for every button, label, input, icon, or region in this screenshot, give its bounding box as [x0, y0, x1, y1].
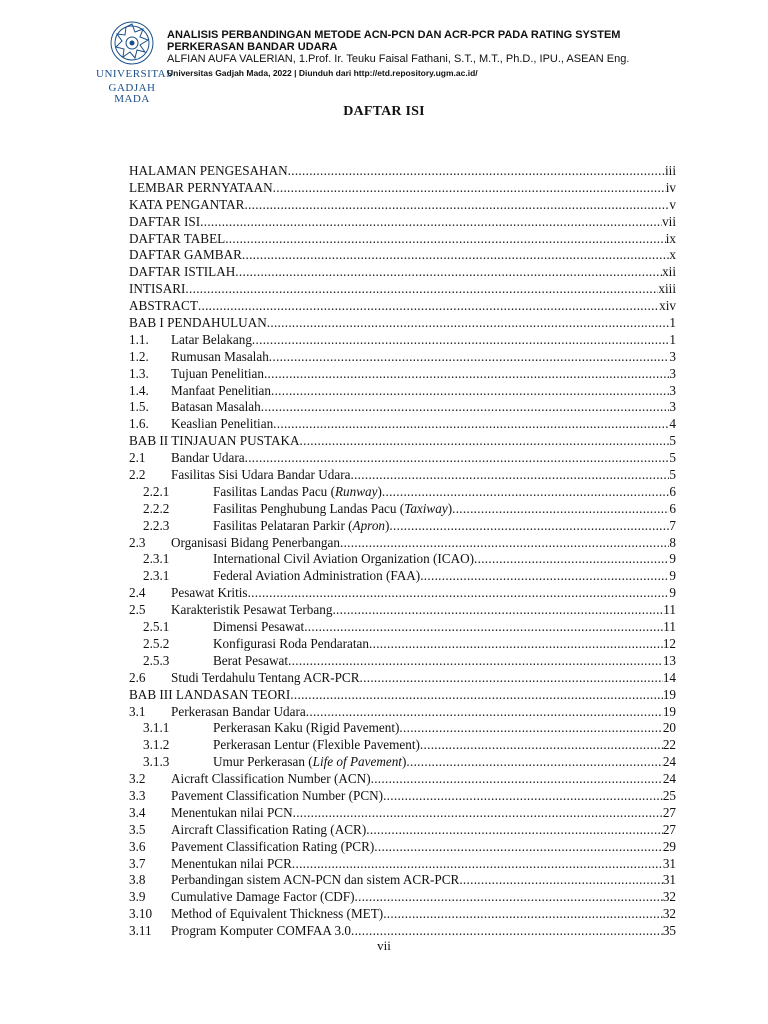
toc-entry-number: 1.2. — [129, 348, 149, 364]
toc-leader-dots — [273, 416, 669, 433]
toc-leader-dots — [248, 585, 670, 602]
toc-entry — [129, 720, 676, 737]
toc-entry-number: 3.4 — [129, 804, 146, 820]
toc-entry-page: 11 — [663, 619, 676, 635]
toc-entry-title — [129, 298, 198, 315]
toc-entry-title — [213, 518, 389, 535]
toc-entry-title — [171, 450, 245, 467]
toc-entry-number: 2.4 — [129, 585, 146, 601]
toc-entry-page: 1 — [669, 315, 676, 331]
toc-leader-dots — [200, 214, 662, 231]
toc-entry-title-text: DAFTAR TABEL — [129, 230, 226, 246]
toc-entry-title — [129, 214, 200, 231]
toc-leader-dots — [350, 467, 669, 484]
toc-entry-title-text: Tujuan Penelitian — [171, 365, 264, 381]
toc-entry-title-text: BAB I PENDAHULUAN — [129, 315, 267, 331]
toc-entry-page: 19 — [662, 703, 676, 719]
toc-entry-title-italic: Apron — [352, 517, 386, 533]
toc-leader-dots — [474, 551, 669, 568]
toc-entry — [129, 467, 676, 484]
toc-entry-page: 22 — [662, 737, 676, 753]
toc-entry-title-text: INTISARI — [129, 281, 186, 297]
toc-entry-title-text: Federal Aviation Administration (FAA) — [213, 568, 421, 584]
logo-text-gadjah-mada: GADJAH MADA — [108, 82, 156, 105]
toc-entry-number: 2.2.1 — [143, 483, 170, 499]
toc-entry-title — [129, 231, 225, 248]
toc-entry — [129, 805, 676, 822]
toc-entry-title — [171, 670, 360, 687]
toc-entry — [129, 856, 676, 873]
toc-leader-dots — [290, 687, 663, 704]
table-of-contents — [129, 163, 676, 940]
toc-entry-title-text: Umur Perkerasan ( — [213, 754, 313, 770]
toc-leader-dots — [261, 399, 670, 416]
toc-entry-title-text: Rumusan Masalah — [171, 348, 269, 364]
toc-entry-number: 2.5.2 — [143, 635, 170, 651]
toc-entry-page: 32 — [662, 906, 676, 922]
toc-entry-page: 3 — [669, 348, 676, 364]
toc-leader-dots — [360, 670, 663, 687]
toc-entry-page: 1 — [669, 331, 676, 347]
toc-entry-title — [213, 737, 420, 754]
toc-leader-dots — [452, 501, 669, 518]
toc-entry-title — [171, 535, 340, 552]
toc-entry-page: 19 — [662, 686, 676, 702]
toc-leader-dots — [288, 163, 665, 180]
toc-entry-title — [171, 788, 383, 805]
toc-entry-title — [129, 180, 273, 197]
toc-entry-title — [171, 872, 459, 889]
toc-entry-number: 3.1 — [129, 703, 146, 719]
toc-entry-title-italic: Taxiway — [404, 500, 448, 516]
toc-entry-title-text: Organisasi Bidang Penerbangan — [171, 534, 340, 550]
toc-entry — [129, 771, 676, 788]
toc-entry-title-suffix: ) — [447, 500, 453, 516]
toc-entry-page: 12 — [662, 635, 676, 651]
toc-entry-number: 1.4. — [129, 382, 149, 398]
toc-entry — [129, 433, 676, 450]
toc-entry-title-text: DAFTAR GAMBAR — [129, 247, 242, 263]
toc-entry — [129, 484, 676, 501]
toc-entry-title — [213, 636, 369, 653]
toc-entry-title — [171, 889, 355, 906]
toc-leader-dots — [306, 704, 663, 721]
toc-entry-number: 3.3 — [129, 787, 146, 803]
toc-entry-page: 3 — [669, 365, 676, 381]
toc-entry-title — [171, 839, 374, 856]
toc-entry-title-text: Perkerasan Bandar Udara — [171, 703, 306, 719]
toc-leader-dots — [264, 366, 669, 383]
toc-entry-title-text: Program Komputer COMFAA 3.0 — [171, 923, 351, 939]
toc-entry-title-text: Manfaat Penelitian — [171, 382, 271, 398]
toc-leader-dots — [300, 433, 670, 450]
toc-entry-page: 24 — [662, 754, 676, 770]
page-title: DAFTAR ISI — [343, 104, 425, 119]
toc-leader-dots — [420, 568, 669, 585]
toc-entry — [129, 670, 676, 687]
toc-entry-page: 27 — [662, 804, 676, 820]
toc-entry-title-italic: Life of Pavement — [312, 754, 402, 770]
toc-leader-dots — [292, 856, 663, 873]
toc-entry-title-text: Fasilitas Penghubung Landas Pacu ( — [213, 500, 405, 516]
ugm-emblem-icon — [109, 20, 155, 66]
toc-entry-number: 3.8 — [129, 872, 146, 888]
toc-entry-page: 31 — [662, 855, 676, 871]
toc-entry-title-text: Latar Belakang — [171, 331, 252, 347]
toc-entry-page: 14 — [662, 669, 676, 685]
toc-entry-number: 2.3.1 — [143, 551, 170, 567]
toc-entry-title-text: BAB II TINJAUAN PUSTAKA — [129, 433, 300, 449]
toc-entry-title — [171, 332, 252, 349]
toc-entry-page: xii — [662, 264, 676, 280]
thesis-title — [167, 30, 687, 53]
toc-leader-dots — [406, 754, 662, 771]
toc-entry-title — [171, 822, 366, 839]
toc-entry-title-text: Method of Equivalent Thickness (MET) — [171, 906, 384, 922]
toc-leader-dots — [340, 535, 669, 552]
toc-entry-number: 3.1.2 — [143, 737, 170, 753]
toc-entry-title — [213, 653, 288, 670]
toc-entry-number: 3.9 — [129, 889, 146, 905]
toc-entry-page: ix — [665, 230, 676, 246]
toc-entry-title — [129, 247, 242, 264]
source-line: Universitas Gadjah Mada, 2022 | Diunduh dari http://etd.repository.ugm.ac.id/ — [167, 68, 478, 78]
toc-entry-page: 6 — [669, 483, 676, 499]
toc-entry-number: 3.11 — [129, 923, 152, 939]
toc-entry-title — [171, 906, 383, 923]
toc-leader-dots — [355, 889, 663, 906]
toc-entry-title-text: Keaslian Penelitian — [171, 416, 274, 432]
toc-entry-title-text: DAFTAR ISI — [129, 213, 201, 229]
toc-entry — [129, 366, 676, 383]
toc-entry — [129, 704, 676, 721]
toc-entry-title — [171, 399, 261, 416]
toc-entry — [129, 180, 676, 197]
toc-entry-title — [213, 754, 406, 771]
toc-leader-dots — [273, 180, 666, 197]
toc-entry — [129, 687, 676, 704]
toc-entry-title-text: DAFTAR ISTILAH — [129, 264, 236, 280]
toc-entry — [129, 264, 676, 281]
toc-entry — [129, 349, 676, 366]
logo-text-universitas: UNIVERSITAS — [96, 68, 173, 80]
toc-entry-title-text: BAB III LANDASAN TEORI — [129, 686, 291, 702]
toc-entry-page: vii — [662, 213, 676, 229]
toc-entry-title — [171, 349, 269, 366]
toc-entry-number: 2.3.1 — [143, 568, 170, 584]
toc-entry — [129, 636, 676, 653]
toc-entry-title-text: Menentukan nilai PCR — [171, 855, 292, 871]
toc-leader-dots — [382, 484, 670, 501]
toc-entry — [129, 298, 676, 315]
toc-entry-title-suffix: ) — [377, 483, 382, 499]
toc-entry-page: 5 — [669, 450, 676, 466]
toc-entry — [129, 518, 676, 535]
toc-entry-title — [213, 720, 399, 737]
toc-entry-title — [129, 163, 288, 180]
toc-leader-dots — [252, 332, 669, 349]
toc-leader-dots — [225, 231, 666, 248]
toc-entry — [129, 450, 676, 467]
toc-entry-title-text: Perbandingan sistem ACN-PCN dan sistem ACR-PCR — [171, 872, 460, 888]
toc-entry-title — [171, 467, 350, 484]
toc-leader-dots — [304, 619, 663, 636]
toc-entry-title-text: Konfigurasi Roda Pendaratan — [213, 635, 370, 651]
toc-entry — [129, 737, 676, 754]
toc-entry-page: 32 — [662, 889, 676, 905]
toc-entry — [129, 872, 676, 889]
toc-entry-page: 6 — [669, 500, 676, 516]
toc-entry-page: 9 — [669, 585, 676, 601]
toc-entry — [129, 653, 676, 670]
toc-entry-title-suffix: ) — [385, 517, 390, 533]
toc-entry-number: 3.1.3 — [143, 754, 170, 770]
toc-entry-page: 5 — [669, 467, 676, 483]
toc-entry-page: 9 — [669, 551, 676, 567]
toc-entry-title — [171, 602, 332, 619]
toc-entry-title-suffix: ) — [401, 754, 407, 770]
toc-entry — [129, 332, 676, 349]
toc-entry-title-text: Fasilitas Landas Pacu ( — [213, 483, 335, 499]
toc-entry-page: 25 — [662, 787, 676, 803]
toc-entry-number: 2.5 — [129, 602, 146, 618]
toc-entry-title — [213, 619, 304, 636]
toc-entry-title — [213, 551, 474, 568]
toc-entry-title — [171, 416, 273, 433]
toc-entry-title-text: Bandar Udara — [171, 450, 245, 466]
toc-leader-dots — [185, 281, 658, 298]
toc-entry-number: 2.2.3 — [143, 517, 170, 533]
toc-entry-title-text: ABSTRACT — [129, 298, 198, 314]
toc-entry-title — [171, 771, 371, 788]
toc-entry-title — [129, 687, 290, 704]
toc-leader-dots — [383, 906, 663, 923]
toc-entry-page: 13 — [662, 652, 676, 668]
toc-entry — [129, 197, 676, 214]
toc-entry-title — [171, 704, 306, 721]
toc-entry-title — [171, 383, 271, 400]
thesis-title-line2: PERKERASAN BANDAR UDARA — [167, 40, 338, 53]
toc-entry — [129, 551, 676, 568]
toc-leader-dots — [383, 788, 663, 805]
toc-entry — [129, 619, 676, 636]
toc-entry-title — [171, 585, 248, 602]
toc-entry-number: 3.2 — [129, 771, 146, 787]
toc-entry — [129, 247, 676, 264]
toc-entry-title — [129, 264, 235, 281]
toc-entry — [129, 906, 676, 923]
toc-entry-page: x — [669, 247, 676, 263]
toc-entry-title-text: Karakteristik Pesawat Terbang — [171, 602, 333, 618]
toc-entry — [129, 315, 676, 332]
toc-entry-title-text: Dimensi Pesawat — [213, 619, 305, 635]
toc-leader-dots — [245, 450, 670, 467]
document-header — [0, 0, 768, 105]
toc-leader-dots — [244, 197, 669, 214]
toc-entry-number: 2.6 — [129, 669, 146, 685]
toc-entry-page: 8 — [669, 534, 676, 550]
toc-entry-page: 4 — [669, 416, 676, 432]
toc-entry-page: 11 — [663, 602, 676, 618]
toc-entry-title-text: KATA PENGANTAR — [129, 196, 245, 212]
toc-entry-title — [129, 433, 300, 450]
toc-entry-title — [213, 484, 382, 501]
toc-entry-title-text: Aircraft Classification Rating (ACR) — [171, 821, 367, 837]
toc-entry — [129, 535, 676, 552]
toc-entry-number: 3.1.1 — [143, 720, 170, 736]
toc-entry-title-text: Pavement Classification Number (PCN) — [171, 787, 384, 803]
toc-entry-title — [171, 805, 293, 822]
page-number: vii — [377, 938, 391, 953]
toc-entry-title — [171, 856, 292, 873]
toc-leader-dots — [271, 383, 669, 400]
toc-entry-number: 2.1 — [129, 450, 146, 466]
toc-entry-page: 24 — [662, 771, 676, 787]
toc-leader-dots — [399, 720, 662, 737]
toc-leader-dots — [235, 264, 662, 281]
toc-entry-title-text: Pavement Classification Rating (PCR) — [171, 838, 375, 854]
toc-entry-page: 7 — [669, 517, 676, 533]
toc-entry-page: 5 — [669, 433, 676, 449]
toc-leader-dots — [332, 602, 663, 619]
toc-entry — [129, 399, 676, 416]
toc-entry — [129, 383, 676, 400]
toc-leader-dots — [267, 315, 670, 332]
toc-entry-title-text: Pesawat Kritis — [171, 585, 248, 601]
toc-entry-title — [171, 366, 264, 383]
toc-entry-page: xiii — [658, 281, 676, 297]
toc-entry-number: 2.3 — [129, 534, 146, 550]
toc-leader-dots — [389, 518, 669, 535]
toc-entry — [129, 602, 676, 619]
toc-leader-dots — [242, 247, 670, 264]
toc-leader-dots — [459, 872, 663, 889]
toc-entry-title-text: LEMBAR PERNYATAAN — [129, 179, 273, 195]
toc-entry — [129, 788, 676, 805]
toc-entry-page: 20 — [662, 720, 676, 736]
toc-entry-title-text: Studi Terdahulu Tentang ACR-PCR — [171, 669, 360, 685]
toc-leader-dots — [198, 298, 659, 315]
toc-entry — [129, 585, 676, 602]
toc-entry-title — [129, 315, 267, 332]
toc-entry-title-text: Aicraft Classification Number (ACN) — [171, 771, 371, 787]
toc-entry — [129, 231, 676, 248]
toc-entry-number: 2.5.3 — [143, 652, 170, 668]
toc-leader-dots — [366, 822, 663, 839]
toc-entry-number: 3.5 — [129, 821, 146, 837]
toc-leader-dots — [374, 839, 663, 856]
toc-entry-page: xiv — [659, 298, 676, 314]
toc-entry-title-text: International Civil Aviation Organization (ICAO) — [213, 551, 475, 567]
toc-entry-title-text: Batasan Masalah — [171, 399, 261, 415]
toc-entry — [129, 214, 676, 231]
toc-entry — [129, 416, 676, 433]
toc-entry-title-italic: Runway — [334, 483, 378, 499]
toc-leader-dots — [269, 349, 670, 366]
toc-entry-number: 3.10 — [129, 906, 153, 922]
toc-entry — [129, 568, 676, 585]
toc-entry-number: 1.6. — [129, 416, 149, 432]
toc-entry-title — [129, 197, 244, 214]
toc-entry — [129, 501, 676, 518]
toc-entry-number: 1.3. — [129, 365, 149, 381]
toc-entry-page: 29 — [662, 838, 676, 854]
toc-entry-page: 35 — [662, 923, 676, 939]
toc-entry — [129, 754, 676, 771]
toc-entry-title-text: Menentukan nilai PCN — [171, 804, 293, 820]
toc-entry-page: iii — [665, 163, 676, 178]
author-line: ALFIAN AUFA VALERIAN, 1.Prof. Ir. Teuku Faisal Fathani, S.T., M.T., Ph.D., IPU., ASEAN Eng. — [167, 53, 630, 65]
thesis-title-line1: ANALISIS PERBANDINGAN METODE ACN-PCN DAN ACR-PCR PADA RATING SYSTEM — [167, 29, 621, 41]
toc-entry-title-text: Fasilitas Pelataran Parkir ( — [213, 517, 353, 533]
toc-leader-dots — [420, 737, 663, 754]
toc-entry-number: 2.2.2 — [143, 500, 170, 516]
toc-entry-number: 1.1. — [129, 331, 149, 347]
toc-entry-title-text: Perkerasan Lentur (Flexible Pavement) — [213, 737, 420, 753]
toc-entry-title — [213, 501, 452, 518]
toc-entry-number: 3.7 — [129, 855, 146, 871]
toc-entry-title — [129, 281, 185, 298]
toc-entry-number: 3.6 — [129, 838, 146, 854]
toc-entry-title-text: HALAMAN PENGESAHAN — [129, 163, 288, 178]
toc-entry-title-text: Perkerasan Kaku (Rigid Pavement) — [213, 720, 400, 736]
toc-leader-dots — [371, 771, 663, 788]
toc-entry — [129, 839, 676, 856]
toc-leader-dots — [369, 636, 663, 653]
toc-leader-dots — [288, 653, 663, 670]
toc-entry-page: v — [669, 196, 676, 212]
toc-entry-number: 1.5. — [129, 399, 149, 415]
toc-leader-dots — [293, 805, 663, 822]
toc-entry — [129, 822, 676, 839]
toc-entry-page: 9 — [669, 568, 676, 584]
toc-entry-page: 27 — [662, 821, 676, 837]
toc-entry-page: 3 — [669, 399, 676, 415]
toc-entry-number: 2.2 — [129, 467, 146, 483]
toc-entry — [129, 889, 676, 906]
toc-entry-title-text: Fasilitas Sisi Udara Bandar Udara — [171, 467, 351, 483]
toc-entry-title — [213, 568, 420, 585]
toc-entry-page: 3 — [669, 382, 676, 398]
toc-entry-title-text: Berat Pesawat — [213, 652, 289, 668]
toc-entry — [129, 163, 676, 180]
ugm-logo — [96, 20, 173, 105]
toc-entry-page: iv — [665, 179, 676, 195]
toc-entry-number: 2.5.1 — [143, 619, 170, 635]
toc-entry-title-text: Cumulative Damage Factor (CDF) — [171, 889, 355, 905]
toc-entry — [129, 281, 676, 298]
toc-entry-page: 31 — [662, 872, 676, 888]
